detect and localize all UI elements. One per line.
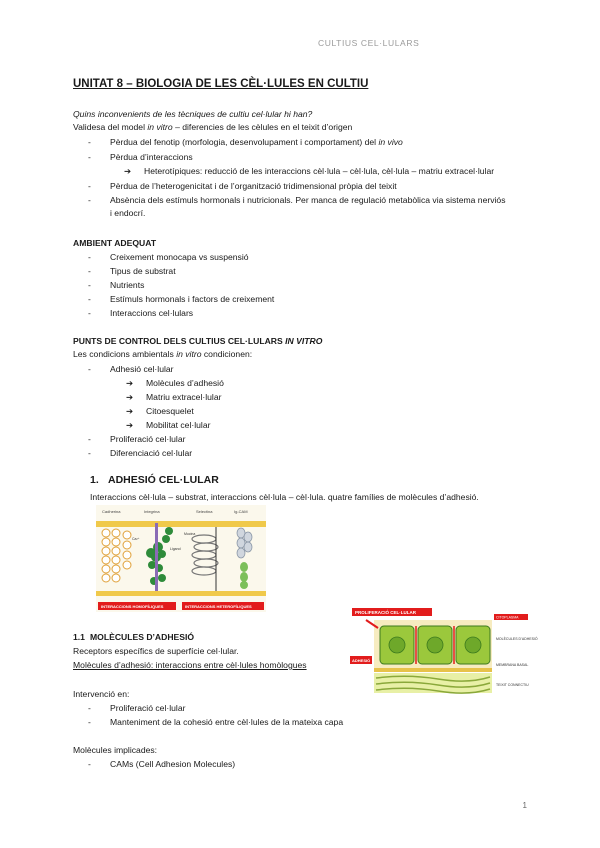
intro-question: Quins inconvenients de les tècniques de cultiu cel·lular hi han?	[73, 109, 313, 119]
intro-item-1	[110, 136, 403, 149]
intervention-item: Proliferació cel·lular	[110, 703, 186, 713]
control-sub-item: Molècules d’adhesió	[146, 378, 224, 388]
intro-item-4: Absència dels estímuls hormonals i nutricionals. Per manca de regulació metabòlica via sistema nerviós	[110, 195, 506, 205]
label-heterophilic: INTERACCIONS HETEROFÍLIQUES	[185, 604, 252, 609]
basal-membrane	[374, 668, 492, 672]
cond-italic: in vitro	[176, 349, 202, 359]
right-label: TEIXIT CONNECTIU	[496, 683, 529, 687]
running-header: CULTIUS CEL·LULARS	[318, 38, 420, 48]
bullet-dash: -	[88, 294, 91, 304]
connective-tissue	[374, 673, 492, 693]
molecules-item: CAMs (Cell Adhesion Molecules)	[110, 759, 236, 769]
bullet-dash: -	[88, 308, 91, 318]
intro-item-4-cont: i endocrí.	[110, 208, 146, 218]
ambient-heading: AMBIENT ADEQUAT	[73, 238, 157, 248]
bullet-dash: -	[88, 137, 91, 147]
col-label: Cadherina	[102, 509, 121, 514]
side-label: ADHESIÓ	[352, 658, 371, 663]
cond-pre: Les condicions ambientals	[73, 349, 177, 359]
sub-1-1-title: MOLÈCULES D’ADHESIÓ	[90, 632, 195, 642]
right-label: CITOPLASMA	[496, 615, 519, 620]
adhesion-families-figure	[96, 505, 266, 612]
control-item: Adhesió cel·lular	[110, 364, 174, 374]
control-heading-text: PUNTS DE CONTROL DELS CULTIUS CEL·LULARS	[73, 336, 286, 346]
control-sub-item: Citoesquelet	[146, 406, 194, 416]
arrow-icon: ➔	[124, 166, 132, 176]
validity-italic: in vitro	[147, 122, 173, 132]
intro-item-2: Pèrdua d’interaccions	[110, 152, 193, 162]
bullet-dash: -	[88, 280, 91, 290]
validity-post: – diferencies de les cèlules en el teixit d’origen	[172, 122, 353, 132]
col-label: Integrina	[144, 509, 160, 514]
bullet-dash: -	[88, 448, 91, 458]
top-label: PROLIFERACIÓ CEL·LULAR	[355, 610, 416, 615]
integrin-stalk	[155, 523, 158, 591]
intro-item-1-text: Pèrdua del fenotip (morfologia, desenvolupament i comportament) del	[110, 137, 379, 147]
section-1-desc: Interaccions cèl·lula – substrat, interaccions cèl·lula – cèl·lula. quatre famílies de molècules d’adhesió.	[90, 492, 479, 502]
inner-label: Mucina	[184, 532, 196, 536]
intro-item-3: Pèrdua de l’heterogenicitat i de l’organització tridimensional pròpia del teixit	[110, 181, 397, 191]
inner-label: Ligand	[170, 547, 181, 551]
sub-1-1-line1: Receptors específics de superfície cel·lular.	[73, 646, 239, 656]
intro-sub-item: Heterotípiques: reducció de les interaccions cèl·lula – cèl·lula, cèl·lula – matriu extracel·lular	[144, 166, 495, 176]
cells	[380, 626, 490, 664]
bullet-dash: -	[88, 266, 91, 276]
col-label: Selectina	[196, 509, 213, 514]
ambient-item: Estímuls hormonals i factors de creixement	[110, 294, 275, 304]
arrow-icon: ➔	[126, 392, 134, 402]
bullet-dash: -	[88, 152, 91, 162]
arrow-icon: ➔	[126, 420, 134, 430]
sub-1-1-line2: Molècules d’adhesió: interaccions entre cèl·lules homòlogues	[73, 660, 307, 670]
bullet-dash: -	[88, 181, 91, 191]
sub-1-1-number: 1.1	[73, 632, 85, 642]
inner-label: Ca²⁺	[132, 537, 140, 541]
intervention-item: Manteniment de la cohesió entre cèl·lules de la mateixa capa	[110, 717, 344, 727]
arrow-icon: ➔	[126, 378, 134, 388]
control-heading	[73, 335, 322, 348]
igcam-green	[240, 562, 248, 589]
molecules-label: Molècules implicades:	[73, 745, 158, 755]
control-sub-item: Matriu extracel·lular	[146, 392, 222, 402]
ambient-item: Creixement monocapa vs suspensió	[110, 252, 249, 262]
membrane-bottom	[96, 591, 266, 596]
control-item: Diferenciació cel·lular	[110, 448, 193, 458]
page-number: 1	[522, 801, 527, 810]
intro-validity	[73, 121, 352, 134]
control-heading-italic: IN VITRO	[285, 336, 323, 346]
control-sub-item: Mobilitat cel·lular	[146, 420, 211, 430]
section-1-number: 1.	[90, 474, 99, 486]
tissue-adhesion-figure	[348, 606, 538, 696]
ambient-item: Nutrients	[110, 280, 145, 290]
bullet-dash: -	[88, 252, 91, 262]
intervention-label: Intervenció en:	[73, 689, 130, 699]
cond-post: condicionen:	[201, 349, 253, 359]
section-1-title: ADHESIÓ CEL·LULAR	[108, 474, 219, 486]
control-item: Proliferació cel·lular	[110, 434, 186, 444]
label-homophilic: INTERACCIONS HOMOFÍLIQUES	[101, 604, 164, 609]
page-title: UNITAT 8 – BIOLOGIA DE LES CÈL·LULES EN CULTIU	[73, 78, 369, 90]
arrow-icon: ➔	[126, 406, 134, 416]
col-label: Ig-CAM	[234, 509, 248, 514]
right-label: MEMBRANA BASAL	[496, 663, 529, 667]
validity-pre: Validesa del model	[73, 122, 148, 132]
membrane-top	[96, 521, 266, 527]
ambient-item: Interaccions cel·lulars	[110, 308, 194, 318]
intro-item-1-italic: in vivo	[378, 137, 403, 147]
ambient-item: Tipus de substrat	[110, 266, 176, 276]
bullet-dash: -	[88, 195, 91, 205]
bullet-dash: -	[88, 717, 91, 727]
bullet-dash: -	[88, 703, 91, 713]
bullet-dash: -	[88, 434, 91, 444]
right-label: MOLÈCULES D’ADHESIÓ	[496, 637, 538, 641]
bullet-dash: -	[88, 759, 91, 769]
bullet-dash: -	[88, 364, 91, 374]
control-conditions	[73, 348, 252, 361]
